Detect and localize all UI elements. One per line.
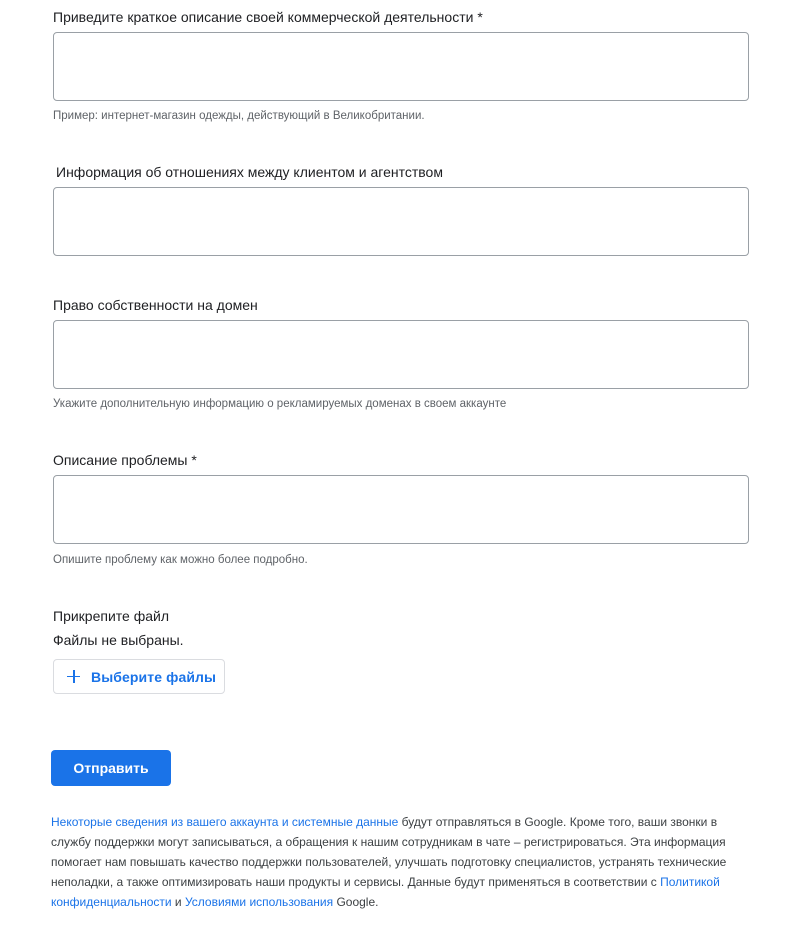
plus-icon	[67, 670, 80, 683]
terms-of-service-link[interactable]: Условиями использования	[184, 895, 334, 909]
disclaimer-text-2: и	[171, 895, 185, 909]
account-data-link[interactable]: Некоторые сведения из вашего аккаунта и системные данные	[51, 815, 399, 829]
business-description-label: Приведите краткое описание своей коммерческой деятельности *	[53, 9, 483, 25]
disclaimer-text-1: будут отправляться в Google. Кроме того, ваши звонки в службу поддержки могут записываться, а обращения к нашим сотрудникам в чате – регистрироваться. Эта информация помогает нам повышать качество поддержки пользователей, улучшать подготовку специалистов, устранять технические неполадки, а также оптимизировать наши продукты и сервисы. Данные будут применяться в соответствии с	[51, 815, 727, 889]
domain-ownership-input[interactable]	[53, 320, 749, 389]
submit-button[interactable]: Отправить	[51, 750, 171, 786]
privacy-policy-link[interactable]: Политикой конфиденциальности	[51, 875, 720, 909]
problem-description-hint: Опишите проблему как можно более подробно.	[53, 554, 308, 566]
client-agency-label: Информация об отношениях между клиентом и агентством	[56, 164, 443, 180]
disclaimer-text-3: Google.	[333, 895, 379, 909]
privacy-disclaimer	[51, 812, 751, 912]
business-description-hint: Пример: интернет-магазин одежды, действующий в Великобритании.	[53, 110, 425, 122]
domain-ownership-label: Право собственности на домен	[53, 297, 258, 313]
attachment-status: Файлы не выбраны.	[53, 632, 184, 648]
business-description-input[interactable]	[53, 32, 749, 101]
choose-files-label: Выберите файлы	[91, 668, 217, 685]
problem-description-label: Описание проблемы *	[53, 452, 197, 468]
choose-files-button[interactable]	[53, 659, 225, 694]
problem-description-input[interactable]	[53, 475, 749, 544]
client-agency-input[interactable]	[53, 187, 749, 256]
attachment-label: Прикрепите файл	[53, 608, 169, 624]
domain-ownership-hint: Укажите дополнительную информацию о рекламируемых доменах в своем аккаунте	[53, 398, 507, 410]
